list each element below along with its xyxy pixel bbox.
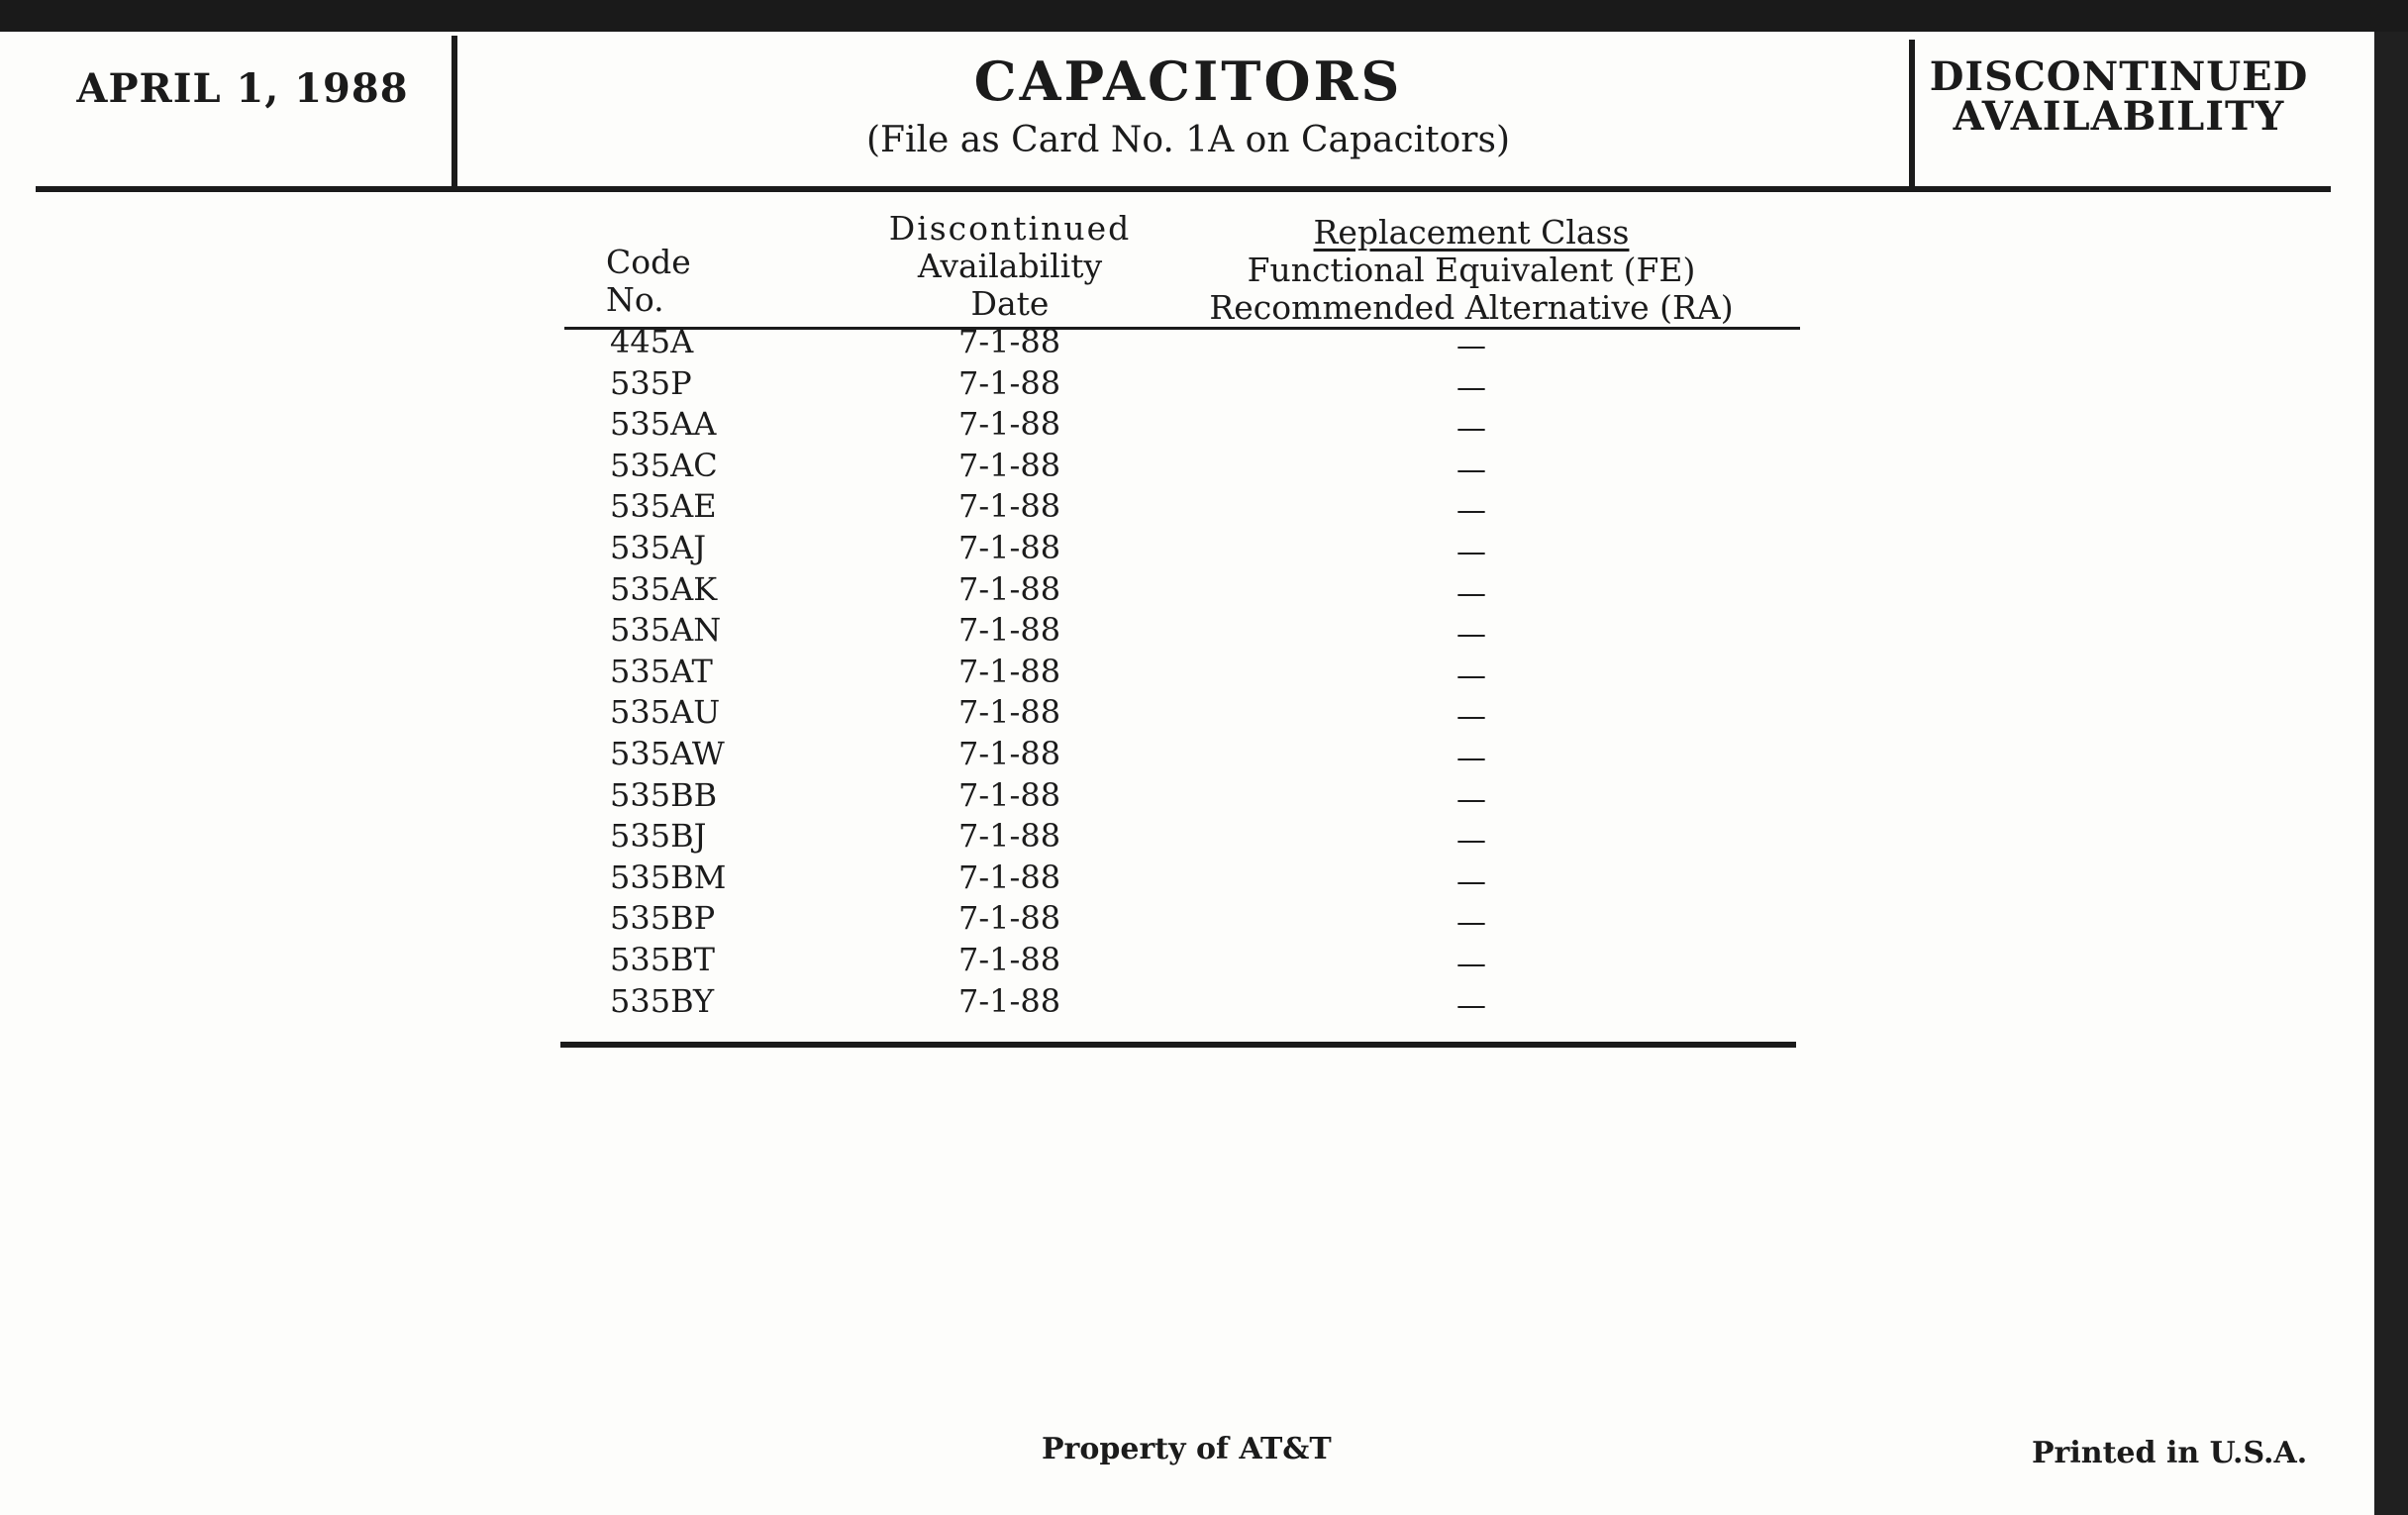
row-replacement: — [1456,863,1486,899]
table-header-rule [564,327,1800,330]
row-code: 535AE [610,487,717,526]
col-code-line-1: Code [606,243,691,281]
row-replacement: — [1456,329,1486,363]
row-code: 535P [610,363,692,402]
row-date: 7-1-88 [958,899,1061,938]
status-label [1921,53,2317,140]
row-date: 7-1-88 [958,652,1061,690]
row-date: 7-1-88 [958,529,1061,566]
row-replacement: — [1456,741,1486,775]
row-code: 445A [610,323,694,360]
row-date: 7-1-88 [958,446,1061,484]
issue-date: APRIL 1, 1988 [76,65,409,112]
header-divider-left [452,36,457,188]
row-date: 7-1-88 [958,817,1061,856]
row-replacement: — [1456,617,1486,653]
row-date: 7-1-88 [958,981,1061,1020]
row-date: 7-1-88 [958,775,1061,814]
row-replacement: — [1456,699,1486,735]
row-date: 7-1-88 [958,487,1061,526]
row-code: 535AC [610,446,718,484]
col-repl-line-1: Replacement Class [1313,213,1630,252]
status-line-1: DISCONTINUED [1929,53,2309,100]
page-subtitle: (File as Card No. 1A on Capacitors) [865,120,1511,160]
row-replacement: — [1456,493,1486,529]
row-replacement: — [1456,781,1486,817]
col-replacement-heading [1184,214,1758,327]
row-code: 535AW [610,735,725,772]
row-code: 535BJ [610,817,707,856]
row-replacement: — [1456,452,1486,487]
row-code: 535BM [610,858,727,896]
row-date: 7-1-88 [958,405,1061,444]
row-code: 535AN [610,611,722,650]
page-title: CAPACITORS [973,50,1403,113]
row-replacement: — [1456,947,1486,981]
row-date: 7-1-88 [958,323,1061,360]
row-code: 535BB [610,775,718,814]
scan-edge [2374,32,2408,1515]
col-repl-line-3: Recommended Alternative (RA) [1209,288,1734,327]
col-date-line-1: Discontinued [888,209,1132,248]
row-code: 535AA [610,405,717,444]
row-code: 535BP [610,899,716,938]
printed-notice: Printed in U.S.A. [2032,1436,2308,1470]
col-date-heading [832,210,1188,323]
row-replacement: — [1456,987,1486,1023]
row-date: 7-1-88 [958,735,1061,772]
row-replacement: — [1456,657,1486,693]
row-date: 7-1-88 [958,941,1061,978]
col-date-line-2: Availability [917,247,1103,285]
status-line-2: AVAILABILITY [1953,93,2285,140]
col-date-line-3: Date [970,284,1050,323]
row-code: 535AU [610,693,721,732]
row-code: 535AK [610,569,718,608]
row-code: 535AT [610,652,713,690]
row-code: 535BY [610,981,715,1020]
row-replacement: — [1456,575,1486,611]
row-code: 535AJ [610,529,707,566]
row-date: 7-1-88 [958,858,1061,896]
row-replacement: — [1456,823,1486,858]
table-bottom-rule [560,1042,1796,1048]
col-code-line-2: No. [606,280,664,319]
col-repl-line-2: Functional Equivalent (FE) [1247,251,1696,289]
row-date: 7-1-88 [958,611,1061,650]
row-replacement: — [1456,905,1486,941]
row-date: 7-1-88 [958,693,1061,732]
property-notice: Property of AT&T [1042,1432,1332,1466]
row-code: 535BT [610,941,715,978]
row-date: 7-1-88 [958,569,1061,608]
row-date: 7-1-88 [958,363,1061,402]
col-code-heading [606,244,691,319]
row-replacement: — [1456,535,1486,569]
row-replacement: — [1456,369,1486,405]
header-rule [36,186,2331,192]
row-replacement: — [1456,411,1486,447]
